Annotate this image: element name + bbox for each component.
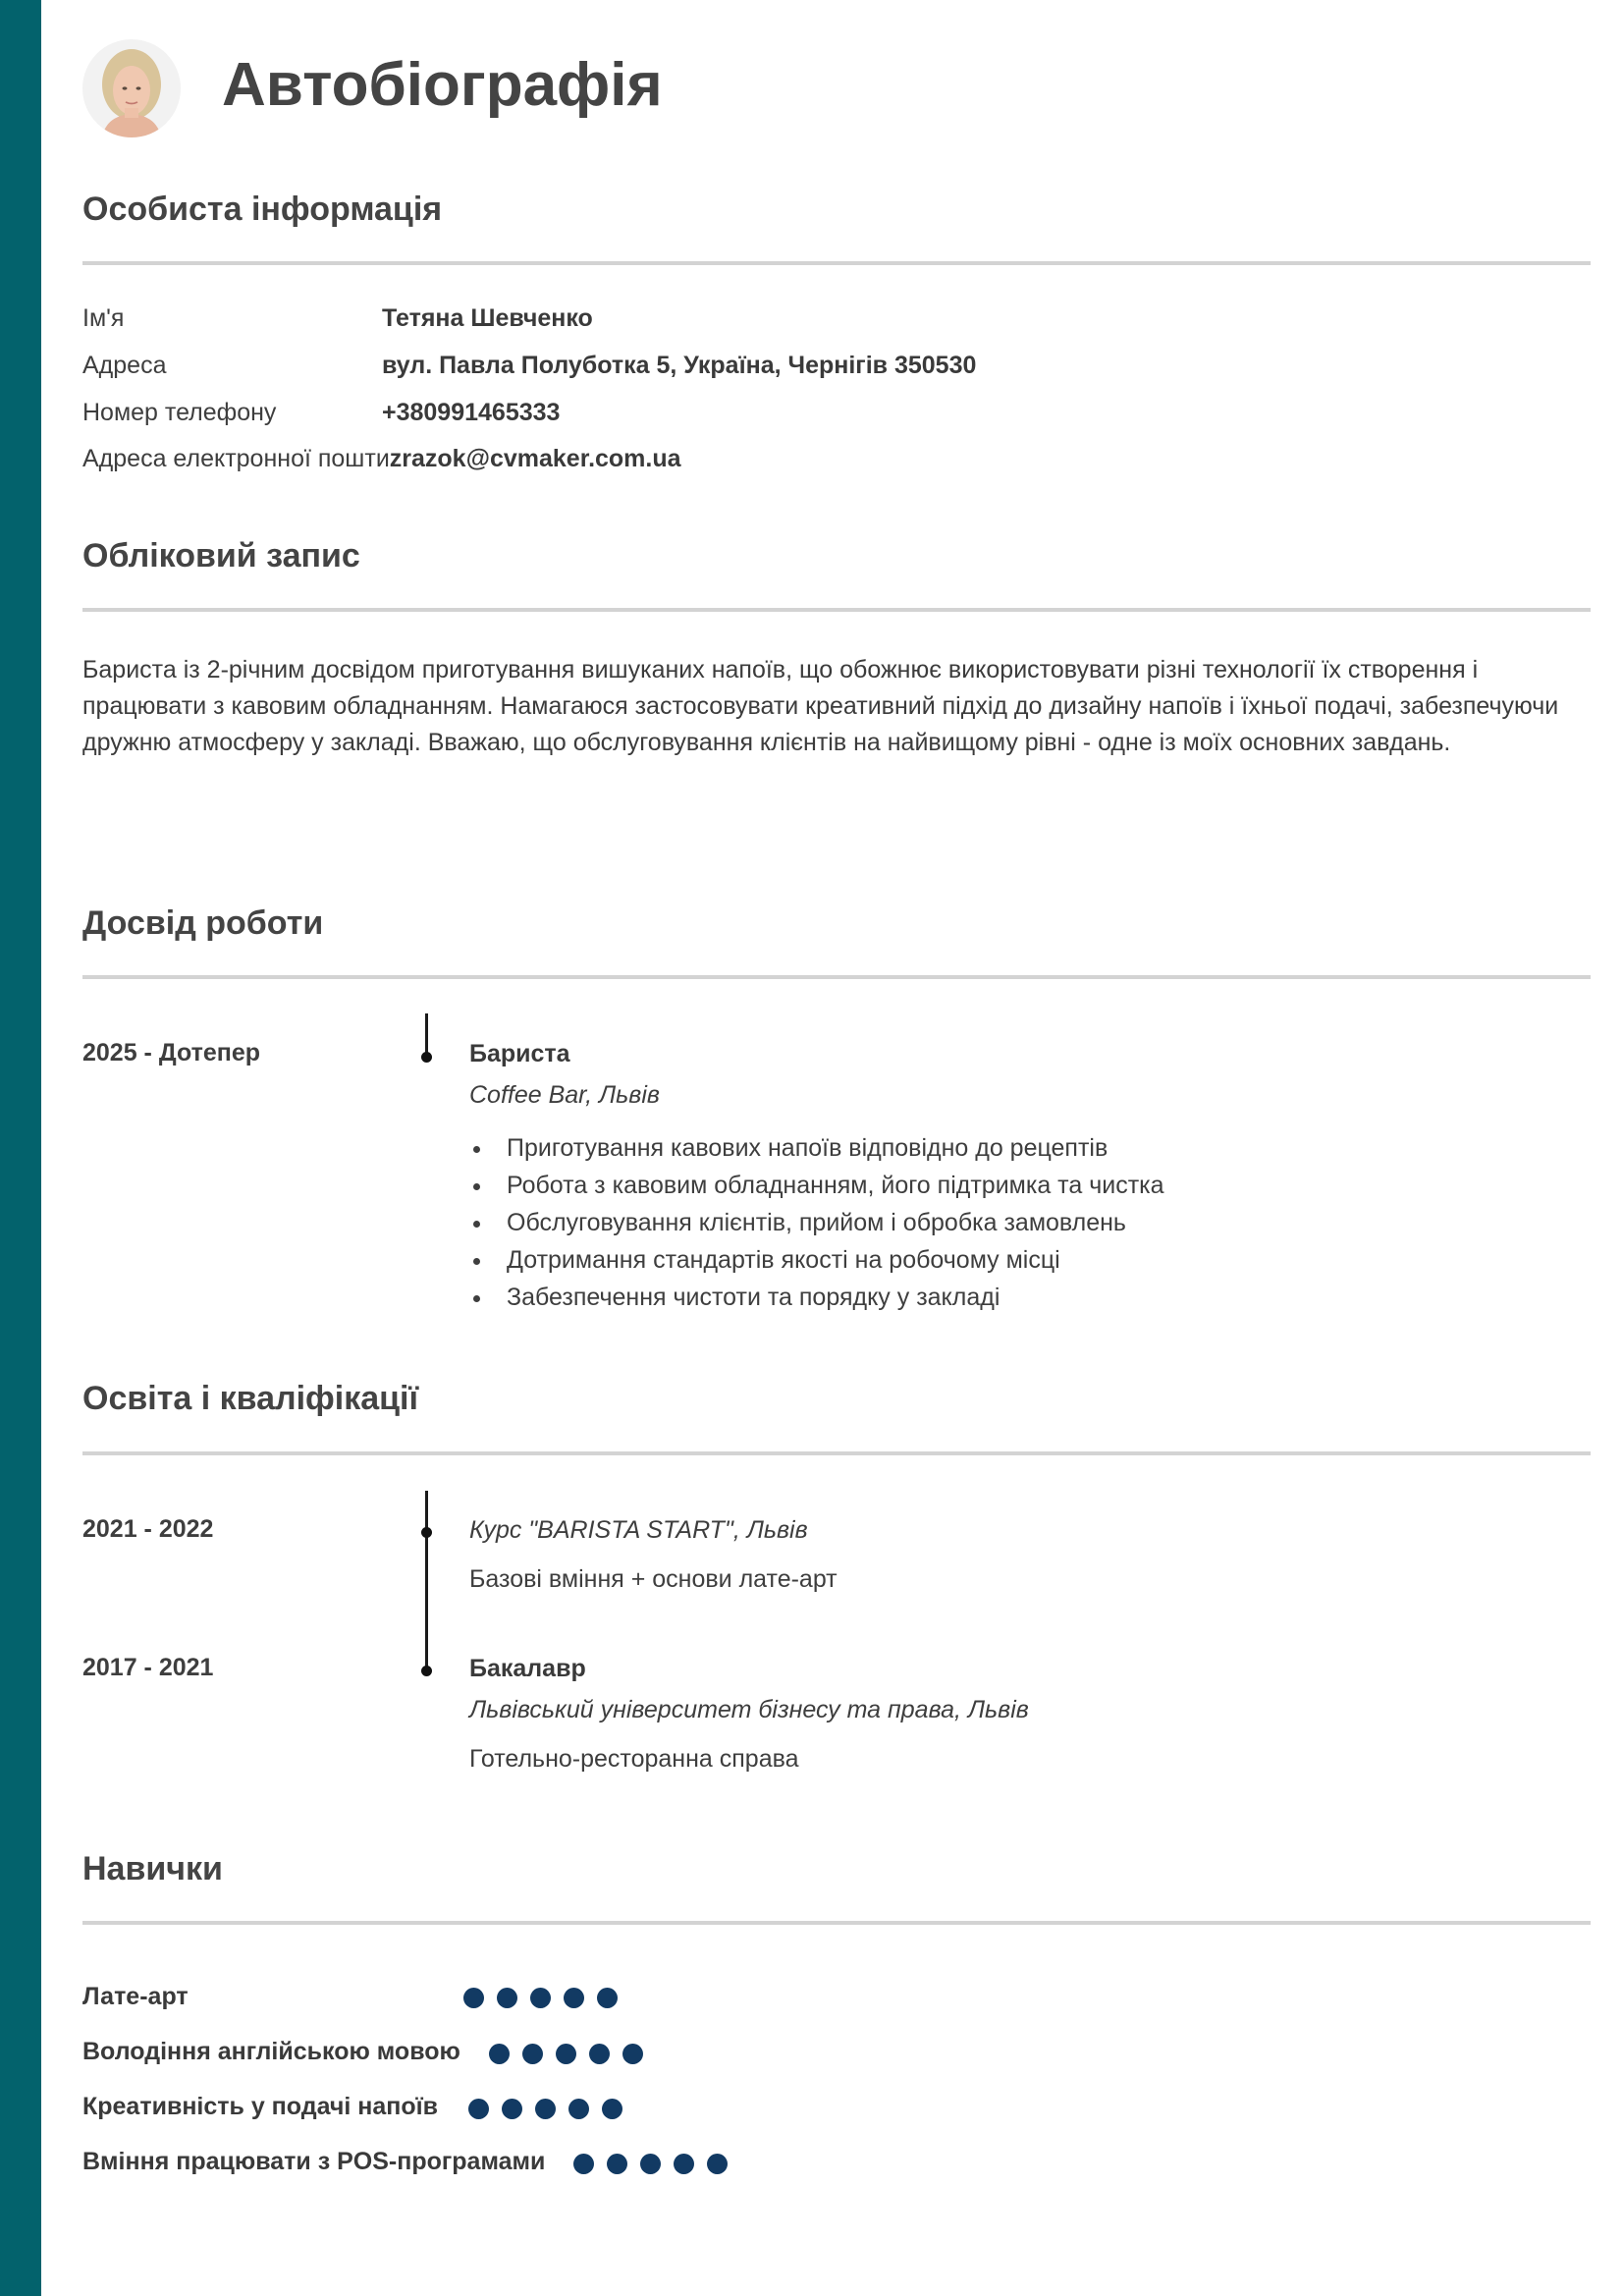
- rating-dot: [607, 2154, 627, 2174]
- section-divider: [82, 1921, 1591, 1925]
- rating-dot: [602, 2099, 622, 2119]
- skill-rating: [468, 2099, 622, 2119]
- rating-dot: [535, 2099, 556, 2119]
- address-value: вул. Павла Полуботка 5, Україна, Чернігів 350530: [382, 352, 977, 379]
- address-label: Адреса: [82, 352, 167, 379]
- skill-rating: [489, 2044, 643, 2064]
- rating-dot: [640, 2154, 661, 2174]
- education-period: 2017 - 2021: [82, 1654, 214, 1681]
- job-period: 2025 - Дотепер: [82, 1039, 261, 1066]
- section-divider: [82, 261, 1591, 265]
- section-heading-personal: Особиста інформація: [82, 191, 443, 228]
- job-duties-list: [469, 1129, 1164, 1316]
- phone-value: +380991465333: [382, 399, 561, 426]
- list-item: Обслуговування клієнтів, прийом і обробка замовлень: [469, 1204, 1164, 1241]
- rating-dot: [707, 2154, 728, 2174]
- education-institution: Курс "BARISTA START", Львів: [469, 1516, 808, 1544]
- skill-name: Лате-арт: [82, 1983, 189, 2010]
- rating-dot: [556, 2044, 576, 2064]
- timeline-dot: [421, 1527, 432, 1538]
- rating-dot: [530, 1988, 551, 2008]
- rating-dot: [568, 2099, 589, 2119]
- avatar: [82, 39, 181, 137]
- education-degree: Бакалавр: [469, 1655, 586, 1682]
- education-period: 2021 - 2022: [82, 1515, 214, 1543]
- name-value: Тетяна Шевченко: [382, 304, 593, 332]
- rating-dot: [573, 2154, 594, 2174]
- skill-name: Вміння працювати з POS-програмами: [82, 2148, 546, 2175]
- name-label: Ім'я: [82, 304, 125, 332]
- rating-dot: [489, 2044, 510, 2064]
- sidebar-accent-bar: [0, 0, 41, 2296]
- timeline-dot: [421, 1052, 432, 1063]
- page-title: Автобіографія: [222, 51, 663, 119]
- rating-dot: [622, 2044, 643, 2064]
- section-divider: [82, 975, 1591, 979]
- section-divider: [82, 1451, 1591, 1455]
- rating-dot: [589, 2044, 610, 2064]
- education-description: Готельно-ресторанна справа: [469, 1745, 799, 1773]
- rating-dot: [674, 2154, 694, 2174]
- education-description: Базові вміння + основи лате-арт: [469, 1565, 838, 1593]
- timeline-line: [425, 1491, 428, 1669]
- profile-summary: Бариста із 2-річним досвідом приготування вишуканих напоїв, що обожнює використовувати різні технології їх створення і працювати з кавовим обладнанням. Намагаюся застосовувати креативний підхід до дизайну напоїв і їхньої подачі, забезпечуючи дружню атмосферу у закладі. Вважаю, що обслуговування клієнтів на найвищому рівні - одне із моїх основних завдань.: [82, 656, 1559, 756]
- skill-rating: [463, 1988, 618, 2008]
- rating-dot: [502, 2099, 522, 2119]
- avatar-photo: [82, 39, 181, 137]
- email-value: zrazok@cvmaker.com.ua: [389, 445, 681, 472]
- section-heading-education: Освіта і кваліфікації: [82, 1380, 419, 1417]
- list-item: Забезпечення чистоти та порядку у закладі: [469, 1279, 1164, 1316]
- rating-dot: [468, 2099, 489, 2119]
- section-heading-experience: Досвід роботи: [82, 904, 324, 942]
- phone-label: Номер телефону: [82, 399, 277, 426]
- skill-rating: [573, 2154, 728, 2174]
- email-label: Адреса електронної пошти: [82, 445, 390, 472]
- list-item: Дотримання стандартів якості на робочому місці: [469, 1241, 1164, 1279]
- section-heading-profile: Обліковий запис: [82, 537, 360, 574]
- rating-dot: [597, 1988, 618, 2008]
- list-item: Робота з кавовим обладнанням, його підтримка та чистка: [469, 1167, 1164, 1204]
- rating-dot: [497, 1988, 517, 2008]
- section-heading-skills: Навички: [82, 1850, 223, 1887]
- section-divider: [82, 608, 1591, 612]
- education-institution: Львівський університет бізнесу та права, Львів: [469, 1696, 1029, 1723]
- rating-dot: [522, 2044, 543, 2064]
- rating-dot: [564, 1988, 584, 2008]
- skill-name: Володіння англійською мовою: [82, 2038, 460, 2065]
- timeline-dot: [421, 1666, 432, 1676]
- job-employer: Coffee Bar, Львів: [469, 1081, 660, 1109]
- job-title: Бариста: [469, 1040, 570, 1067]
- list-item: Приготування кавових напоїв відповідно до рецептів: [469, 1129, 1164, 1167]
- skill-name: Креативність у подачі напоїв: [82, 2093, 439, 2120]
- email-row: [82, 447, 681, 471]
- rating-dot: [463, 1988, 484, 2008]
